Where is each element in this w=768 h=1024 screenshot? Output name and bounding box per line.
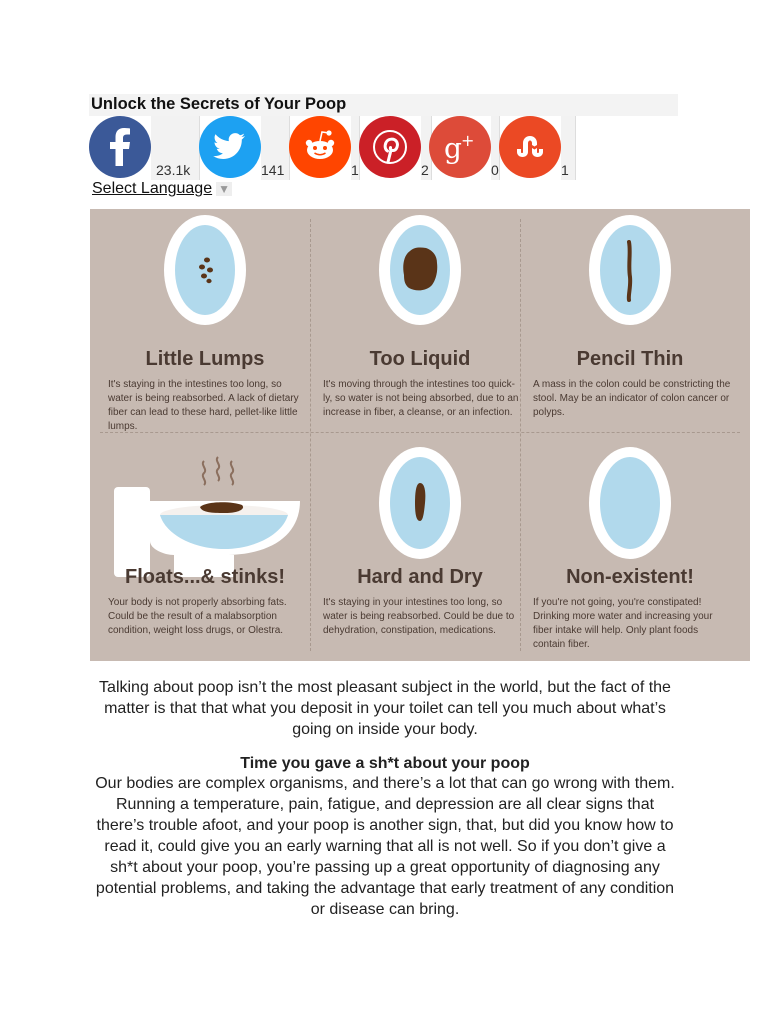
stumbleupon-share-button[interactable] <box>499 116 561 178</box>
reddit-icon <box>289 116 351 178</box>
toilet-icon <box>114 443 304 583</box>
poop-infographic <box>90 209 750 661</box>
body-paragraph: Our bodies are complex organisms, and there’s a lot that can go wrong with them. Running a temperature, pain, fatigue, and depression are all clear signs that there’s trouble afoot, and your poop is another sign, that, but did you know how to read it, could give you an early warning that all is not well. So if you don’t give a sh*t about your poop, you’re passing up a great opportunity of diagnosing any potential problems, and taking the advantage that early treatment of any condition or disease can bring. <box>95 775 675 918</box>
googleplus-share-count: 0 <box>491 162 499 178</box>
pinterest-share-count: 2 <box>421 162 429 178</box>
cell-title: Non-existent! <box>566 566 694 588</box>
cell-title: Pencil Thin <box>576 348 684 370</box>
pinterest-icon <box>359 116 421 178</box>
twitter-share-button[interactable] <box>199 116 261 178</box>
pinterest-share-button[interactable] <box>359 116 421 178</box>
cell-title: Hard and Dry <box>357 566 483 588</box>
twitter-share-count: 141 <box>261 162 285 178</box>
infographic-cell-pencil-thin <box>525 209 735 432</box>
title-bar <box>89 94 678 116</box>
twitter-icon <box>199 116 261 178</box>
liquid-stool-icon <box>390 225 450 315</box>
toilet-bowl-icon <box>379 447 461 559</box>
infographic-cell-non-existent <box>525 433 735 661</box>
infographic-cell-little-lumps <box>100 209 310 432</box>
thin-stool-icon <box>600 225 660 315</box>
cell-description: It's staying in your intestines too long, so water is being reabsorbed. Could be due to dehydration, constipation, medications. <box>323 597 515 636</box>
facebook-share-button[interactable] <box>89 116 151 178</box>
share-row <box>89 116 589 182</box>
toilet-bowl-icon <box>589 447 671 559</box>
infographic-cell-too-liquid <box>315 209 525 432</box>
cell-description: Your body is not properly absorbing fats. Could be the result of a malabsorption condition, weight loss drugs, or Olestra. <box>108 597 287 636</box>
reddit-share-button[interactable] <box>289 116 351 178</box>
googleplus-share-button[interactable] <box>429 116 491 178</box>
infographic-cell-floats <box>100 433 310 661</box>
hard-stool-icon <box>390 457 450 549</box>
cell-title: Floats...& stinks! <box>124 566 286 588</box>
reddit-share-count: 1 <box>351 162 359 178</box>
svg-text:+: + <box>461 131 475 150</box>
stumbleupon-share-count: 1 <box>561 162 569 178</box>
lumps-icon <box>175 225 235 315</box>
divider <box>310 219 311 651</box>
section-heading: Time you gave a sh*t about your poop <box>240 755 530 772</box>
language-label: Select Language <box>92 180 213 197</box>
toilet-bowl-icon <box>379 215 461 325</box>
page-title: Unlock the Secrets of Your Poop <box>91 95 347 113</box>
toilet-bowl-icon <box>589 215 671 325</box>
cell-description: It's moving through the intestines too quick-ly, so water is not being absorbed, due to an increase in fiber, a cleanse, or an infection. <box>323 379 519 418</box>
language-selector[interactable] <box>92 180 232 198</box>
cell-description: If you're not going, you're constipated! Drinking more water and increasing your fiber intake will help. Only plant foods contain fiber. <box>533 597 713 650</box>
cell-title: Little Lumps <box>145 348 265 370</box>
stumbleupon-icon <box>499 116 561 178</box>
infographic-cell-hard-and-dry <box>315 433 525 661</box>
google-plus-icon <box>429 116 491 178</box>
facebook-icon <box>89 116 151 178</box>
dropdown-arrow-icon: ▼ <box>218 182 230 196</box>
cell-description: It's staying in the intestines too long, so water is being reabsorbed. A lack of dietary fiber can lead to these hard, pellet-like little lumps. <box>108 379 299 432</box>
cell-title: Too Liquid <box>369 348 471 370</box>
intro-paragraph: Talking about poop isn’t the most pleasant subject in the world, but the fact of the matter is that that what you deposit in your toilet can tell you much about what’s going on inside your body. <box>99 679 671 738</box>
toilet-bowl-icon <box>164 215 246 325</box>
facebook-share-count: 23.1k <box>156 162 191 178</box>
svg-text:g: g <box>444 132 462 165</box>
cell-description: A mass in the colon could be constricting the stool. May be an indicator of colon cancer or polyps. <box>533 379 731 418</box>
